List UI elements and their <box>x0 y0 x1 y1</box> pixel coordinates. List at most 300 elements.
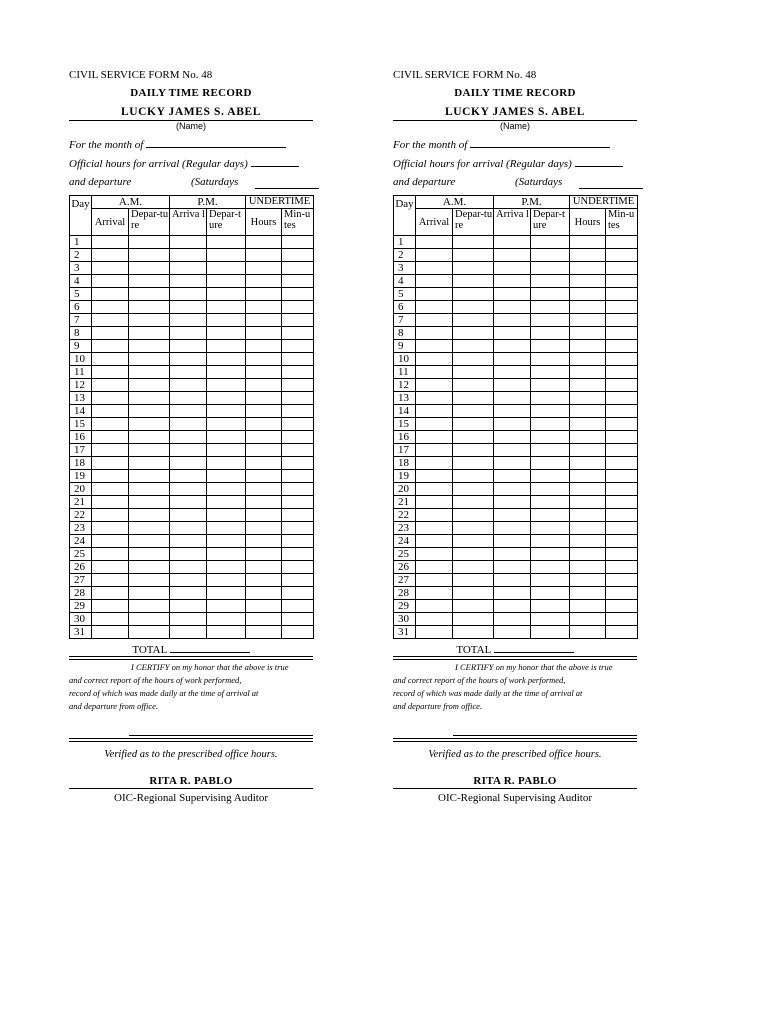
am-arrival-cell[interactable] <box>416 418 453 431</box>
pm-departure-cell[interactable] <box>207 262 246 275</box>
pm-departure-cell[interactable] <box>207 522 246 535</box>
am-departure-cell[interactable] <box>453 262 494 275</box>
am-arrival-cell[interactable] <box>416 457 453 470</box>
undertime-hours-cell[interactable] <box>246 262 282 275</box>
am-departure-cell[interactable] <box>129 548 170 561</box>
undertime-hours-cell[interactable] <box>246 379 282 392</box>
am-departure-cell[interactable] <box>129 379 170 392</box>
pm-departure-cell[interactable] <box>207 483 246 496</box>
am-arrival-cell[interactable] <box>416 470 453 483</box>
pm-arrival-cell[interactable] <box>494 418 531 431</box>
undertime-hours-cell[interactable] <box>570 366 606 379</box>
undertime-minutes-cell[interactable] <box>606 249 638 262</box>
pm-arrival-cell[interactable] <box>494 288 531 301</box>
undertime-hours-cell[interactable] <box>246 301 282 314</box>
am-arrival-cell[interactable] <box>416 509 453 522</box>
am-departure-cell[interactable] <box>453 600 494 613</box>
pm-departure-cell[interactable] <box>207 249 246 262</box>
pm-departure-cell[interactable] <box>207 314 246 327</box>
undertime-minutes-cell[interactable] <box>606 405 638 418</box>
pm-arrival-cell[interactable] <box>170 275 207 288</box>
undertime-hours-cell[interactable] <box>570 405 606 418</box>
undertime-minutes-cell[interactable] <box>606 418 638 431</box>
undertime-hours-cell[interactable] <box>570 301 606 314</box>
pm-arrival-cell[interactable] <box>494 483 531 496</box>
employee-signature-line[interactable] <box>393 735 637 741</box>
pm-departure-cell[interactable] <box>207 340 246 353</box>
undertime-hours-cell[interactable] <box>570 470 606 483</box>
pm-departure-cell[interactable] <box>531 405 570 418</box>
am-departure-cell[interactable] <box>129 366 170 379</box>
undertime-hours-cell[interactable] <box>570 496 606 509</box>
pm-departure-cell[interactable] <box>531 392 570 405</box>
am-departure-cell[interactable] <box>129 340 170 353</box>
am-arrival-cell[interactable] <box>416 600 453 613</box>
pm-arrival-cell[interactable] <box>494 626 531 639</box>
am-departure-cell[interactable] <box>453 392 494 405</box>
undertime-hours-cell[interactable] <box>570 600 606 613</box>
pm-arrival-cell[interactable] <box>494 496 531 509</box>
undertime-hours-cell[interactable] <box>246 405 282 418</box>
pm-arrival-cell[interactable] <box>494 405 531 418</box>
pm-arrival-cell[interactable] <box>170 431 207 444</box>
am-departure-cell[interactable] <box>453 496 494 509</box>
pm-arrival-cell[interactable] <box>494 548 531 561</box>
am-arrival-cell[interactable] <box>92 236 129 249</box>
am-arrival-cell[interactable] <box>416 613 453 626</box>
am-arrival-cell[interactable] <box>92 340 129 353</box>
pm-arrival-cell[interactable] <box>170 340 207 353</box>
pm-departure-cell[interactable] <box>207 600 246 613</box>
am-arrival-cell[interactable] <box>416 340 453 353</box>
am-departure-cell[interactable] <box>453 327 494 340</box>
am-arrival-cell[interactable] <box>92 301 129 314</box>
pm-arrival-cell[interactable] <box>170 366 207 379</box>
undertime-minutes-cell[interactable] <box>606 275 638 288</box>
am-departure-cell[interactable] <box>129 418 170 431</box>
undertime-hours-cell[interactable] <box>570 444 606 457</box>
pm-departure-cell[interactable] <box>207 574 246 587</box>
am-arrival-cell[interactable] <box>92 613 129 626</box>
pm-arrival-cell[interactable] <box>170 574 207 587</box>
pm-arrival-cell[interactable] <box>170 613 207 626</box>
undertime-minutes-cell[interactable] <box>282 535 314 548</box>
am-departure-cell[interactable] <box>453 483 494 496</box>
undertime-hours-cell[interactable] <box>246 444 282 457</box>
am-arrival-cell[interactable] <box>416 353 453 366</box>
am-arrival-cell[interactable] <box>92 249 129 262</box>
undertime-minutes-cell[interactable] <box>282 379 314 392</box>
am-departure-cell[interactable] <box>453 535 494 548</box>
undertime-hours-cell[interactable] <box>246 236 282 249</box>
am-departure-cell[interactable] <box>453 548 494 561</box>
pm-arrival-cell[interactable] <box>494 431 531 444</box>
am-arrival-cell[interactable] <box>92 392 129 405</box>
am-arrival-cell[interactable] <box>92 366 129 379</box>
undertime-hours-cell[interactable] <box>570 340 606 353</box>
undertime-hours-cell[interactable] <box>570 626 606 639</box>
am-arrival-cell[interactable] <box>416 535 453 548</box>
am-arrival-cell[interactable] <box>92 314 129 327</box>
undertime-minutes-cell[interactable] <box>282 405 314 418</box>
pm-departure-cell[interactable] <box>207 496 246 509</box>
am-arrival-cell[interactable] <box>92 262 129 275</box>
am-departure-cell[interactable] <box>453 522 494 535</box>
regular-days-field[interactable] <box>575 154 623 167</box>
am-departure-cell[interactable] <box>129 496 170 509</box>
saturdays-field[interactable] <box>579 176 643 189</box>
undertime-minutes-cell[interactable] <box>606 522 638 535</box>
pm-arrival-cell[interactable] <box>170 587 207 600</box>
am-departure-cell[interactable] <box>453 574 494 587</box>
pm-departure-cell[interactable] <box>531 353 570 366</box>
undertime-minutes-cell[interactable] <box>282 470 314 483</box>
pm-departure-cell[interactable] <box>207 275 246 288</box>
undertime-hours-cell[interactable] <box>570 236 606 249</box>
undertime-hours-cell[interactable] <box>570 561 606 574</box>
am-departure-cell[interactable] <box>453 444 494 457</box>
am-departure-cell[interactable] <box>129 405 170 418</box>
am-departure-cell[interactable] <box>129 288 170 301</box>
pm-departure-cell[interactable] <box>531 457 570 470</box>
am-departure-cell[interactable] <box>129 392 170 405</box>
undertime-hours-cell[interactable] <box>570 262 606 275</box>
am-departure-cell[interactable] <box>129 249 170 262</box>
pm-departure-cell[interactable] <box>531 561 570 574</box>
pm-departure-cell[interactable] <box>207 509 246 522</box>
pm-departure-cell[interactable] <box>207 613 246 626</box>
am-departure-cell[interactable] <box>453 288 494 301</box>
pm-arrival-cell[interactable] <box>170 327 207 340</box>
am-departure-cell[interactable] <box>453 587 494 600</box>
am-departure-cell[interactable] <box>129 561 170 574</box>
pm-departure-cell[interactable] <box>207 353 246 366</box>
pm-arrival-cell[interactable] <box>494 613 531 626</box>
undertime-minutes-cell[interactable] <box>282 548 314 561</box>
am-arrival-cell[interactable] <box>92 535 129 548</box>
undertime-minutes-cell[interactable] <box>282 561 314 574</box>
am-arrival-cell[interactable] <box>416 301 453 314</box>
am-arrival-cell[interactable] <box>92 626 129 639</box>
pm-arrival-cell[interactable] <box>494 366 531 379</box>
am-departure-cell[interactable] <box>129 587 170 600</box>
undertime-minutes-cell[interactable] <box>606 392 638 405</box>
undertime-minutes-cell[interactable] <box>606 314 638 327</box>
pm-departure-cell[interactable] <box>207 379 246 392</box>
pm-arrival-cell[interactable] <box>494 561 531 574</box>
pm-arrival-cell[interactable] <box>494 327 531 340</box>
pm-arrival-cell[interactable] <box>494 470 531 483</box>
undertime-minutes-cell[interactable] <box>282 522 314 535</box>
undertime-minutes-cell[interactable] <box>606 444 638 457</box>
am-departure-cell[interactable] <box>129 314 170 327</box>
undertime-hours-cell[interactable] <box>570 509 606 522</box>
am-departure-cell[interactable] <box>129 444 170 457</box>
pm-arrival-cell[interactable] <box>170 262 207 275</box>
pm-arrival-cell[interactable] <box>494 249 531 262</box>
am-arrival-cell[interactable] <box>416 262 453 275</box>
pm-arrival-cell[interactable] <box>494 236 531 249</box>
undertime-hours-cell[interactable] <box>570 288 606 301</box>
pm-departure-cell[interactable] <box>531 288 570 301</box>
undertime-minutes-cell[interactable] <box>606 288 638 301</box>
am-departure-cell[interactable] <box>453 613 494 626</box>
pm-arrival-cell[interactable] <box>170 470 207 483</box>
undertime-hours-cell[interactable] <box>246 275 282 288</box>
undertime-minutes-cell[interactable] <box>606 470 638 483</box>
undertime-minutes-cell[interactable] <box>606 587 638 600</box>
pm-arrival-cell[interactable] <box>494 535 531 548</box>
pm-departure-cell[interactable] <box>207 548 246 561</box>
am-departure-cell[interactable] <box>129 327 170 340</box>
total-field[interactable] <box>170 642 250 653</box>
am-arrival-cell[interactable] <box>416 587 453 600</box>
undertime-minutes-cell[interactable] <box>282 600 314 613</box>
pm-departure-cell[interactable] <box>531 574 570 587</box>
am-departure-cell[interactable] <box>129 522 170 535</box>
am-arrival-cell[interactable] <box>92 522 129 535</box>
undertime-hours-cell[interactable] <box>246 509 282 522</box>
pm-departure-cell[interactable] <box>531 314 570 327</box>
pm-departure-cell[interactable] <box>531 366 570 379</box>
undertime-minutes-cell[interactable] <box>606 431 638 444</box>
am-arrival-cell[interactable] <box>416 483 453 496</box>
am-arrival-cell[interactable] <box>416 236 453 249</box>
pm-departure-cell[interactable] <box>207 587 246 600</box>
am-departure-cell[interactable] <box>453 509 494 522</box>
undertime-minutes-cell[interactable] <box>282 509 314 522</box>
pm-departure-cell[interactable] <box>531 418 570 431</box>
am-arrival-cell[interactable] <box>92 561 129 574</box>
pm-arrival-cell[interactable] <box>494 574 531 587</box>
undertime-hours-cell[interactable] <box>570 327 606 340</box>
pm-departure-cell[interactable] <box>207 561 246 574</box>
pm-departure-cell[interactable] <box>531 470 570 483</box>
pm-arrival-cell[interactable] <box>170 509 207 522</box>
pm-departure-cell[interactable] <box>207 392 246 405</box>
undertime-minutes-cell[interactable] <box>606 509 638 522</box>
undertime-minutes-cell[interactable] <box>282 392 314 405</box>
undertime-hours-cell[interactable] <box>246 548 282 561</box>
undertime-minutes-cell[interactable] <box>282 626 314 639</box>
pm-arrival-cell[interactable] <box>170 548 207 561</box>
undertime-hours-cell[interactable] <box>570 457 606 470</box>
pm-departure-cell[interactable] <box>207 236 246 249</box>
undertime-hours-cell[interactable] <box>570 574 606 587</box>
am-arrival-cell[interactable] <box>92 509 129 522</box>
am-departure-cell[interactable] <box>129 301 170 314</box>
pm-departure-cell[interactable] <box>531 275 570 288</box>
am-arrival-cell[interactable] <box>92 600 129 613</box>
am-arrival-cell[interactable] <box>416 626 453 639</box>
undertime-hours-cell[interactable] <box>246 353 282 366</box>
am-arrival-cell[interactable] <box>416 561 453 574</box>
undertime-minutes-cell[interactable] <box>606 548 638 561</box>
pm-arrival-cell[interactable] <box>170 444 207 457</box>
am-departure-cell[interactable] <box>129 262 170 275</box>
undertime-hours-cell[interactable] <box>570 392 606 405</box>
pm-arrival-cell[interactable] <box>494 301 531 314</box>
undertime-minutes-cell[interactable] <box>606 561 638 574</box>
pm-arrival-cell[interactable] <box>494 600 531 613</box>
undertime-hours-cell[interactable] <box>246 431 282 444</box>
undertime-minutes-cell[interactable] <box>282 418 314 431</box>
pm-departure-cell[interactable] <box>531 327 570 340</box>
undertime-hours-cell[interactable] <box>246 340 282 353</box>
undertime-hours-cell[interactable] <box>570 418 606 431</box>
am-departure-cell[interactable] <box>129 535 170 548</box>
undertime-hours-cell[interactable] <box>570 535 606 548</box>
pm-arrival-cell[interactable] <box>494 275 531 288</box>
undertime-minutes-cell[interactable] <box>606 301 638 314</box>
am-arrival-cell[interactable] <box>92 405 129 418</box>
pm-departure-cell[interactable] <box>207 327 246 340</box>
undertime-minutes-cell[interactable] <box>282 314 314 327</box>
undertime-minutes-cell[interactable] <box>282 483 314 496</box>
pm-departure-cell[interactable] <box>207 431 246 444</box>
am-departure-cell[interactable] <box>129 353 170 366</box>
am-arrival-cell[interactable] <box>92 418 129 431</box>
undertime-hours-cell[interactable] <box>570 522 606 535</box>
pm-departure-cell[interactable] <box>531 535 570 548</box>
pm-arrival-cell[interactable] <box>494 522 531 535</box>
am-departure-cell[interactable] <box>453 353 494 366</box>
am-arrival-cell[interactable] <box>92 548 129 561</box>
undertime-minutes-cell[interactable] <box>282 262 314 275</box>
pm-departure-cell[interactable] <box>531 236 570 249</box>
am-arrival-cell[interactable] <box>416 574 453 587</box>
saturdays-field[interactable] <box>255 176 319 189</box>
am-arrival-cell[interactable] <box>92 444 129 457</box>
undertime-minutes-cell[interactable] <box>606 574 638 587</box>
pm-departure-cell[interactable] <box>207 470 246 483</box>
am-departure-cell[interactable] <box>129 509 170 522</box>
pm-arrival-cell[interactable] <box>170 522 207 535</box>
pm-arrival-cell[interactable] <box>170 301 207 314</box>
undertime-hours-cell[interactable] <box>570 249 606 262</box>
am-departure-cell[interactable] <box>129 626 170 639</box>
pm-arrival-cell[interactable] <box>494 444 531 457</box>
undertime-minutes-cell[interactable] <box>606 379 638 392</box>
pm-departure-cell[interactable] <box>531 509 570 522</box>
pm-departure-cell[interactable] <box>207 444 246 457</box>
pm-departure-cell[interactable] <box>531 444 570 457</box>
am-arrival-cell[interactable] <box>416 392 453 405</box>
pm-arrival-cell[interactable] <box>170 483 207 496</box>
undertime-minutes-cell[interactable] <box>282 353 314 366</box>
am-departure-cell[interactable] <box>453 340 494 353</box>
total-field[interactable] <box>494 642 574 653</box>
pm-arrival-cell[interactable] <box>494 314 531 327</box>
am-departure-cell[interactable] <box>453 301 494 314</box>
undertime-hours-cell[interactable] <box>246 574 282 587</box>
undertime-hours-cell[interactable] <box>246 535 282 548</box>
month-field[interactable] <box>146 135 286 148</box>
am-departure-cell[interactable] <box>129 483 170 496</box>
undertime-minutes-cell[interactable] <box>282 587 314 600</box>
undertime-minutes-cell[interactable] <box>606 496 638 509</box>
undertime-minutes-cell[interactable] <box>606 457 638 470</box>
pm-departure-cell[interactable] <box>531 600 570 613</box>
pm-departure-cell[interactable] <box>207 405 246 418</box>
undertime-hours-cell[interactable] <box>570 431 606 444</box>
undertime-minutes-cell[interactable] <box>282 613 314 626</box>
am-arrival-cell[interactable] <box>416 405 453 418</box>
undertime-hours-cell[interactable] <box>246 418 282 431</box>
pm-arrival-cell[interactable] <box>494 457 531 470</box>
pm-departure-cell[interactable] <box>207 457 246 470</box>
undertime-minutes-cell[interactable] <box>606 626 638 639</box>
undertime-hours-cell[interactable] <box>246 483 282 496</box>
am-departure-cell[interactable] <box>129 574 170 587</box>
pm-departure-cell[interactable] <box>531 301 570 314</box>
am-departure-cell[interactable] <box>453 626 494 639</box>
am-departure-cell[interactable] <box>129 431 170 444</box>
undertime-hours-cell[interactable] <box>246 496 282 509</box>
pm-departure-cell[interactable] <box>531 613 570 626</box>
undertime-minutes-cell[interactable] <box>282 457 314 470</box>
pm-departure-cell[interactable] <box>531 496 570 509</box>
undertime-hours-cell[interactable] <box>246 288 282 301</box>
am-departure-cell[interactable] <box>453 561 494 574</box>
am-arrival-cell[interactable] <box>416 548 453 561</box>
undertime-hours-cell[interactable] <box>246 613 282 626</box>
undertime-minutes-cell[interactable] <box>282 249 314 262</box>
undertime-minutes-cell[interactable] <box>282 574 314 587</box>
undertime-hours-cell[interactable] <box>246 314 282 327</box>
pm-arrival-cell[interactable] <box>170 418 207 431</box>
pm-departure-cell[interactable] <box>531 262 570 275</box>
undertime-hours-cell[interactable] <box>570 613 606 626</box>
am-arrival-cell[interactable] <box>92 496 129 509</box>
pm-departure-cell[interactable] <box>207 626 246 639</box>
pm-arrival-cell[interactable] <box>494 262 531 275</box>
am-arrival-cell[interactable] <box>92 587 129 600</box>
am-arrival-cell[interactable] <box>92 327 129 340</box>
pm-arrival-cell[interactable] <box>170 392 207 405</box>
undertime-hours-cell[interactable] <box>570 587 606 600</box>
am-departure-cell[interactable] <box>453 405 494 418</box>
am-departure-cell[interactable] <box>129 600 170 613</box>
pm-arrival-cell[interactable] <box>170 288 207 301</box>
undertime-minutes-cell[interactable] <box>606 236 638 249</box>
am-arrival-cell[interactable] <box>416 522 453 535</box>
undertime-hours-cell[interactable] <box>570 314 606 327</box>
am-arrival-cell[interactable] <box>92 353 129 366</box>
am-departure-cell[interactable] <box>129 613 170 626</box>
undertime-hours-cell[interactable] <box>246 470 282 483</box>
am-departure-cell[interactable] <box>129 236 170 249</box>
undertime-hours-cell[interactable] <box>570 548 606 561</box>
am-arrival-cell[interactable] <box>92 431 129 444</box>
am-arrival-cell[interactable] <box>92 275 129 288</box>
undertime-minutes-cell[interactable] <box>282 288 314 301</box>
pm-arrival-cell[interactable] <box>170 249 207 262</box>
pm-arrival-cell[interactable] <box>494 379 531 392</box>
pm-departure-cell[interactable] <box>531 379 570 392</box>
undertime-hours-cell[interactable] <box>246 366 282 379</box>
am-arrival-cell[interactable] <box>416 249 453 262</box>
pm-arrival-cell[interactable] <box>170 457 207 470</box>
am-departure-cell[interactable] <box>453 236 494 249</box>
undertime-minutes-cell[interactable] <box>606 483 638 496</box>
am-departure-cell[interactable] <box>453 418 494 431</box>
pm-arrival-cell[interactable] <box>170 626 207 639</box>
am-departure-cell[interactable] <box>453 366 494 379</box>
pm-arrival-cell[interactable] <box>170 496 207 509</box>
undertime-hours-cell[interactable] <box>246 392 282 405</box>
am-departure-cell[interactable] <box>129 457 170 470</box>
